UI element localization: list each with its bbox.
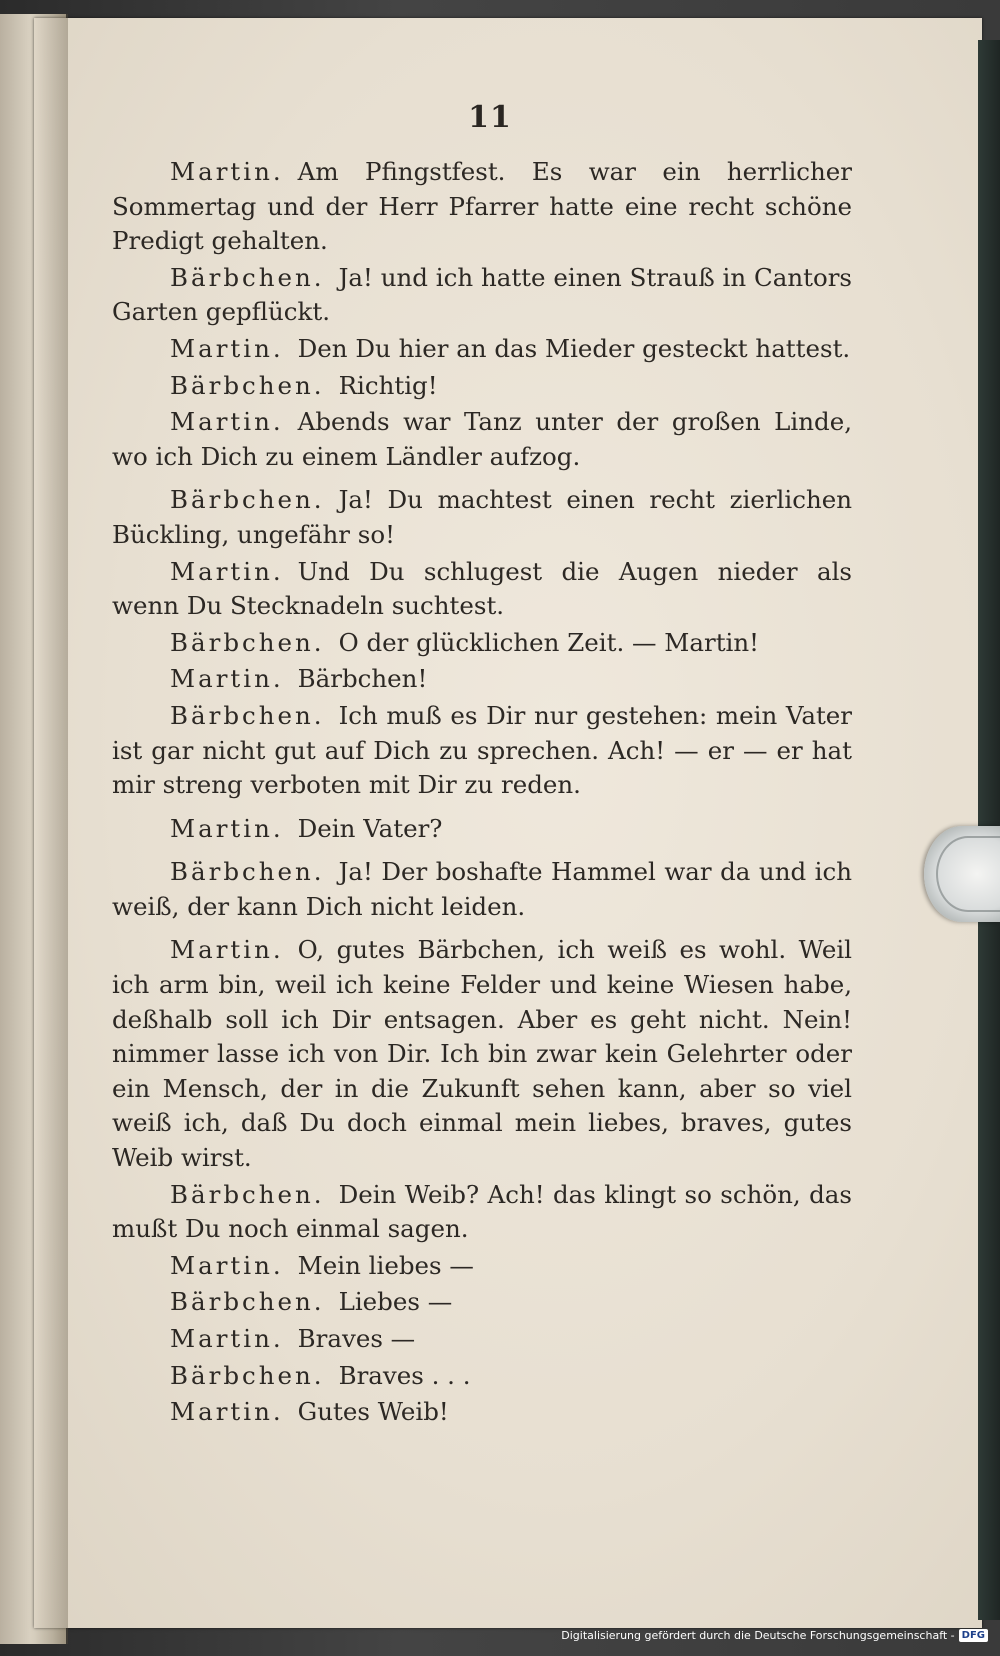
dialogue-line	[112, 1249, 852, 1284]
speech-text: Mein liebes —	[297, 1250, 474, 1280]
speech-text: Liebes —	[338, 1287, 453, 1317]
digitization-credit	[561, 1629, 988, 1642]
page-number: 11	[468, 100, 512, 135]
speech-text: Ja! Du machtest einen recht zierlichen Bückling, ungefähr so!	[112, 485, 852, 549]
dialogue-line	[112, 405, 852, 474]
speaker-name: Martin.	[170, 556, 284, 586]
speech-text: Am Pfingstfest. Es war ein herrlicher Sommertag und der Herr Pfarrer hatte eine recht schöne Predigt gehalten.	[112, 157, 852, 256]
speaker-name: Martin.	[170, 333, 284, 363]
speaker-name: Martin.	[170, 1324, 284, 1353]
speech-text: Ja! und ich hatte einen Strauß in Cantors Garten gepflückt.	[112, 262, 852, 327]
speaker-name: Bärbchen.	[170, 485, 325, 515]
dialogue-line	[112, 1322, 852, 1357]
speech-text: Den Du hier an das Mieder gesteckt hattest.	[297, 333, 851, 363]
speech-text: Dein Vater?	[297, 813, 443, 843]
speech-text: Gutes Weib!	[297, 1397, 449, 1427]
speaker-name: Bärbchen.	[170, 857, 325, 887]
dialogue-line	[112, 369, 852, 404]
speech-text: Ich muß es Dir nur gestehen: mein Vater ist gar nicht gut auf Dich zu sprechen. Ach! — er — er hat mir streng verboten mit Dir zu reden.	[112, 700, 852, 800]
speech-text: Abends war Tanz unter der großen Linde, wo ich Dich zu einem Ländler aufzog.	[112, 407, 852, 471]
dialogue-line	[112, 261, 852, 330]
dialogue-line	[112, 812, 852, 847]
credit-text: Digitalisierung gefördert durch die Deutsche Forschungsgemeinschaft -	[561, 1629, 955, 1642]
dialogue-line	[112, 1285, 852, 1320]
speaker-name: Martin.	[170, 1397, 284, 1427]
speaker-name: Bärbchen.	[170, 1179, 325, 1209]
speaker-name: Bärbchen.	[170, 370, 325, 400]
dialogue-line	[112, 699, 852, 803]
dialogue-line	[112, 1178, 852, 1247]
speaker-name: Martin.	[170, 157, 284, 186]
dialogue-line	[112, 626, 852, 661]
dialogue-line	[112, 155, 852, 259]
dfg-logo-icon: DFG	[959, 1629, 988, 1642]
dialogue-text	[112, 155, 852, 1432]
dialogue-line	[112, 1359, 852, 1394]
speaker-name: Martin.	[170, 813, 284, 843]
speaker-name: Martin.	[170, 1250, 284, 1280]
speaker-name: Bärbchen.	[170, 1287, 325, 1317]
dialogue-line	[112, 555, 852, 624]
dialogue-line	[112, 933, 852, 1175]
dialogue-line	[112, 855, 852, 924]
dialogue-line	[112, 662, 852, 697]
speech-text: Und Du schlugest die Augen nieder als wenn Du Stecknadeln suchtest.	[112, 556, 852, 621]
speech-text: Richtig!	[338, 370, 438, 400]
speech-text: Dein Weib? Ach! das klingt so schön, das mußt Du noch einmal sagen.	[112, 1179, 852, 1244]
speaker-name: Bärbchen.	[170, 262, 325, 292]
dialogue-line	[112, 332, 852, 367]
dialogue-line	[112, 1395, 852, 1430]
speaker-name: Martin.	[170, 664, 284, 694]
speech-text: Braves . . .	[338, 1360, 471, 1390]
speech-text: Bärbchen!	[297, 664, 428, 694]
dialogue-line	[112, 483, 852, 552]
speech-text: Braves —	[297, 1324, 416, 1353]
speaker-name: Martin.	[170, 407, 284, 437]
speaker-name: Bärbchen.	[170, 1360, 325, 1390]
speaker-name: Bärbchen.	[170, 627, 325, 657]
speech-text: O der glücklichen Zeit. — Martin!	[338, 627, 760, 657]
binding-shadow	[34, 14, 68, 1644]
speaker-name: Bärbchen.	[170, 700, 325, 730]
speaker-name: Martin.	[170, 935, 284, 965]
page-clip-rim	[936, 836, 1000, 912]
speech-text: Ja! Der boshafte Hammel war da und ich weiß, der kann Dich nicht leiden.	[112, 857, 852, 921]
speech-text: O, gutes Bärbchen, ich weiß es wohl. Weil ich arm bin, weil ich keine Felder und keine Wiesen habe, deßhalb soll ich Dir entsagen. Aber es geht nicht. Nein! nimmer lasse ich von Dir. Ich bin zwar kein Gelehrter oder ein Mensch, der in die Zukunft sehen kann, aber so viel weiß ich, daß Du doch einmal mein liebes, braves, gutes Weib wirst.	[112, 935, 852, 1173]
